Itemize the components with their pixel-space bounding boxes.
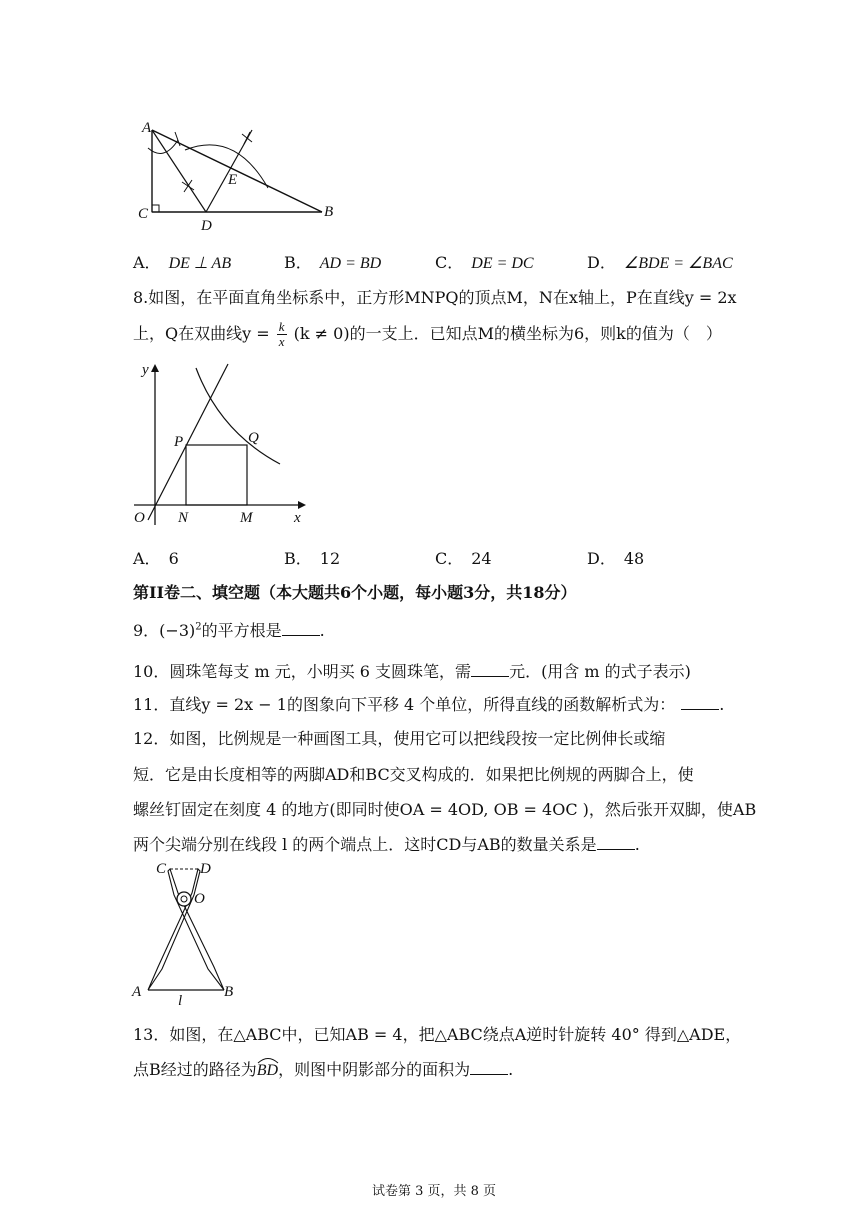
segment-AB (152, 130, 322, 212)
arc-mark-icon (257, 1056, 279, 1064)
q8-option-c: C． 24 (435, 549, 492, 568)
fig7-label-E: E (228, 172, 238, 188)
fig12-label-l: l (178, 993, 183, 1007)
q12-line3: 螺丝钉固定在刻度 4 的地方(即同时使OA = 4OD, OB = 4OC )，然后张开双脚，使AB (133, 800, 757, 819)
q13-line2: 点B经过的路径为 BD，则图中阴影部分的面积为 . (133, 1057, 513, 1080)
q8-line2: 上，Q在双曲线y = $\frac{k}{x}$ (k ≠ 0)的一支上．已知点M的横坐标为6，则k的值为（ ） (133, 319, 722, 349)
fig12-label-B: B (224, 984, 234, 1000)
fig8-label-x: x (294, 510, 301, 526)
fig8-label-y: y (142, 362, 149, 378)
x-axis-arrow (298, 501, 306, 509)
y-axis-arrow (151, 364, 159, 372)
figure-q7 (130, 118, 350, 233)
q8-option-d: D． 48 (587, 549, 645, 568)
arc-BD-notation: BD (257, 1058, 278, 1080)
q8-option-a: A． 6 (133, 549, 179, 568)
q7-option-c: C． DE = DC (435, 253, 534, 272)
fig7-label-B: B (324, 204, 334, 220)
question-9: 9．$(-3)^2$的平方根是 . (133, 621, 325, 640)
q8-option-b: B． 12 (284, 549, 341, 568)
fig8-label-M: M (240, 510, 253, 526)
figure-q12 (128, 857, 248, 1007)
fig8-label-O: O (134, 510, 145, 526)
q13-line1: 13．如图，在△ABC中，已知AB = 4，把△ABC绕点A逆时针旋转 40° 得到△ADE， (133, 1025, 742, 1044)
hyperbola-branch (196, 368, 280, 464)
square-MNPQ (186, 445, 247, 505)
q7-option-a: A． DE ⊥ AB (133, 253, 232, 272)
answer-blank[interactable] (282, 635, 320, 636)
fig12-label-D: D (200, 861, 211, 877)
fig7-label-A: A (142, 120, 152, 136)
fraction-k-over-x: $\frac{k}{x}$ (278, 319, 285, 349)
figure-q8 (130, 360, 310, 530)
question-11: 11．直线y = 2x − 1的图象向下平移 4 个单位，所得直线的函数解析式为： . (133, 695, 725, 714)
fig8-label-P: P (174, 434, 184, 450)
fig8-label-N: N (178, 510, 189, 526)
fig12-label-A: A (132, 984, 142, 1000)
q7-option-b: B． AD = BD (284, 253, 382, 272)
q12-line4: 两个尖端分别在线段 l 的两个端点上．这时CD与AB的数量关系是 . (133, 835, 640, 854)
q7-option-d: D． ∠BDE = ∠BAC (587, 253, 733, 272)
answer-blank[interactable] (470, 1074, 508, 1075)
fig7-label-D: D (201, 218, 212, 233)
answer-blank[interactable] (597, 849, 635, 850)
line-y-2x (148, 364, 228, 520)
screw-O (177, 892, 191, 906)
q12-line2: 短．它是由长度相等的两脚AD和BC交叉构成的．如果把比例规的两脚合上，使 (133, 765, 694, 784)
leg-AD (148, 869, 200, 990)
fig8-label-Q: Q (248, 430, 259, 446)
answer-blank[interactable] (471, 676, 509, 677)
q8-line1: 8.如图，在平面直角坐标系中，正方形MNPQ的顶点M，N在x轴上，P在直线y = 2x (133, 288, 737, 307)
fig12-label-O: O (194, 891, 205, 907)
answer-blank[interactable] (681, 709, 719, 710)
fig7-label-C: C (138, 206, 149, 222)
fig12-label-C: C (156, 861, 167, 877)
q12-line1: 12．如图，比例规是一种画图工具，使用它可以把线段按一定比例伸长或缩 (133, 729, 666, 748)
right-angle-mark (152, 205, 159, 212)
section-title: 第II卷二、填空题（本大题共6个小题，每小题3分，共18分） (133, 583, 577, 602)
question-10: 10．圆珠笔每支 m 元，小明买 6 支圆珠笔，需 元．(用含 m 的式子表示) (133, 662, 691, 681)
page-footer: 试卷第 3 页，共 8 页 (371, 1184, 497, 1199)
